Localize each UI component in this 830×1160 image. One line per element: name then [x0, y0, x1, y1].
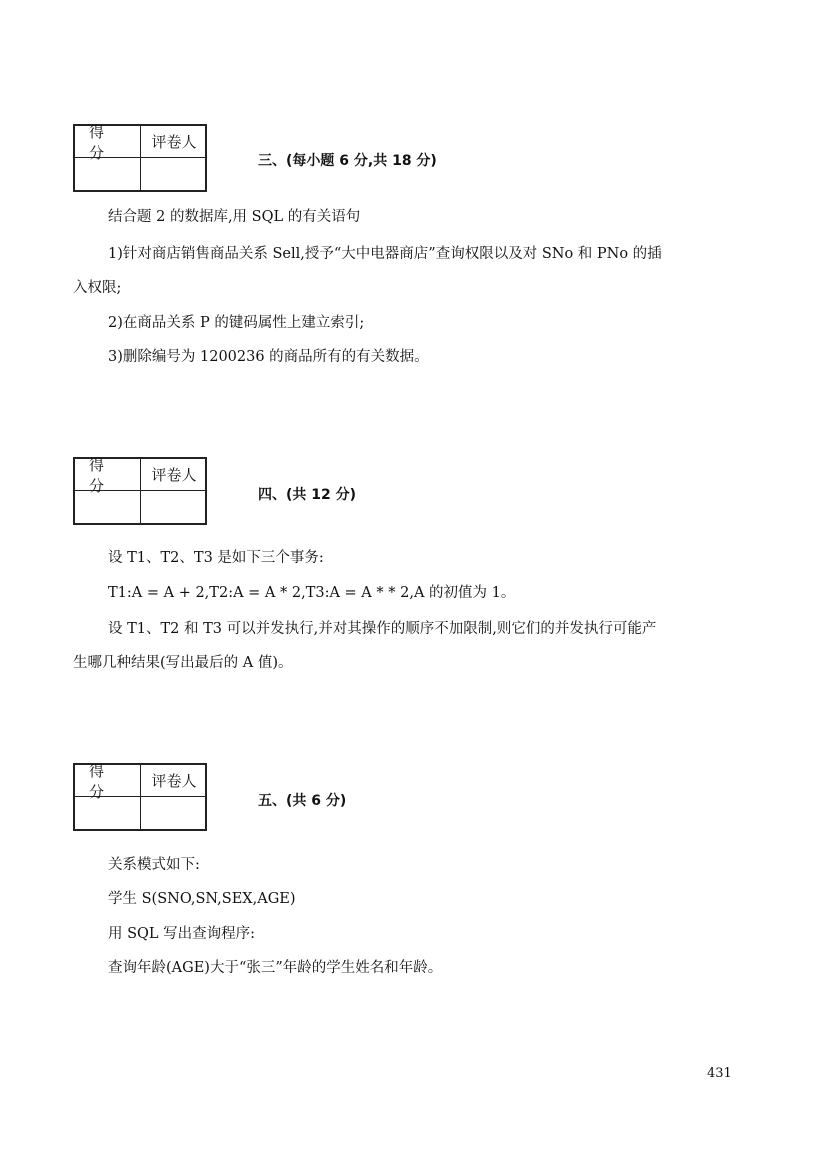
sec5-line2: 学生 S(SNO,SN,SEX,AGE) [108, 891, 296, 907]
score-table-sec4 [73, 457, 207, 525]
score-input-cell[interactable] [75, 491, 141, 523]
sec5-line3: 用 SQL 写出查询程序: [108, 926, 256, 942]
page-number: 431 [707, 1066, 732, 1081]
score-label: 得 分 [75, 765, 141, 797]
grader-label: 评卷人 [141, 126, 207, 158]
sec4-line3: 设 T1、T2 和 T3 可以并发执行,并对其操作的顺序不加限制,则它们的并发执行可能产 [108, 621, 657, 637]
sec3-item3: 3)删除编号为 1200236 的商品所有的有关数据。 [108, 349, 429, 365]
score-label: 得 分 [75, 459, 141, 491]
grader-label: 评卷人 [141, 765, 207, 797]
grader-input-cell[interactable] [141, 491, 207, 523]
section4-title: 四、(共 12 分) [258, 487, 357, 503]
section3-title: 三、(每小题 6 分,共 18 分) [258, 153, 437, 169]
sec5-line1: 关系模式如下: [108, 857, 200, 873]
sec4-line1: 设 T1、T2、T3 是如下三个事务: [108, 550, 324, 566]
sec3-item1-line1: 1)针对商店销售商品关系 Sell,授予“大中电器商店”查询权限以及对 SNo 和 PNo 的插 [108, 246, 662, 262]
score-table-sec5 [73, 763, 207, 831]
score-label: 得 分 [75, 126, 141, 158]
section5-title: 五、(共 6 分) [258, 793, 347, 809]
sec3-intro: 结合题 2 的数据库,用 SQL 的有关语句 [108, 209, 361, 225]
sec5-line4: 查询年龄(AGE)大于“张三”年龄的学生姓名和年龄。 [108, 960, 443, 976]
sec4-line4: 生哪几种结果(写出最后的 A 值)。 [73, 655, 293, 671]
sec3-item2: 2)在商品关系 P 的键码属性上建立索引; [108, 315, 365, 331]
score-input-cell[interactable] [75, 797, 141, 829]
grader-input-cell[interactable] [141, 797, 207, 829]
grader-label: 评卷人 [141, 459, 207, 491]
sec4-line2: T1:A = A + 2,T2:A = A * 2,T3:A = A * * 2,A 的初值为 1。 [108, 585, 516, 601]
sec3-item1-line2: 入权限; [73, 280, 122, 296]
score-table-sec3 [73, 124, 207, 192]
grader-input-cell[interactable] [141, 158, 207, 190]
score-input-cell[interactable] [75, 158, 141, 190]
